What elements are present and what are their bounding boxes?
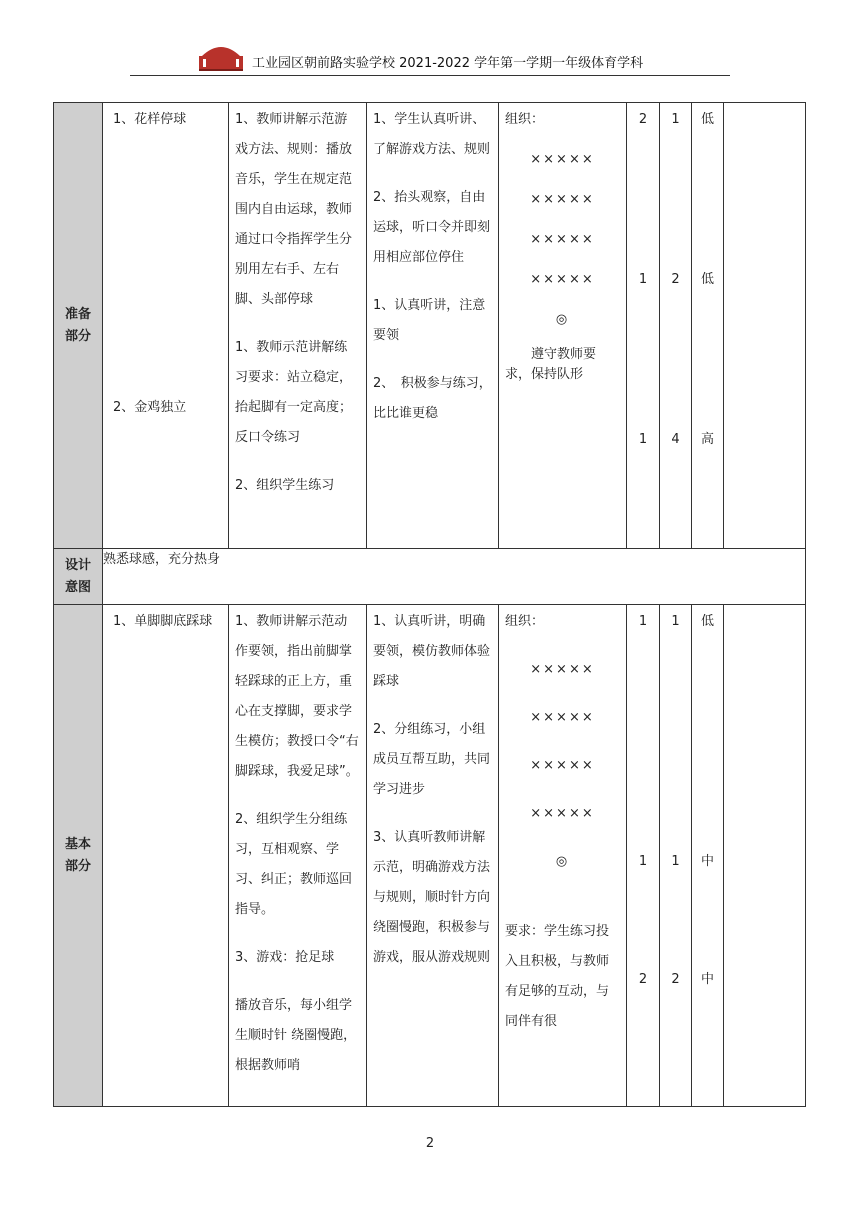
design-intent-label: 设计意图: [54, 549, 103, 605]
prep-student-cell: [367, 103, 499, 549]
lesson-plan-table: [53, 102, 806, 1107]
prep-section-label: 准备部分: [54, 103, 103, 549]
prep-intensity: 低 低 高: [692, 103, 724, 549]
content-item: 1、单脚脚底踩球: [113, 614, 213, 629]
teacher-position-mark: ◎: [555, 312, 570, 327]
teacher-activity: 2、组织学生练习: [235, 478, 335, 493]
teacher-activity: 3、游戏：抢足球: [235, 950, 335, 965]
basic-section-label: 基本部分: [54, 605, 103, 1107]
design-intent-text: 熟悉球感，充分热身: [103, 549, 806, 605]
student-activity: 1、认真听讲，注意要领: [373, 298, 486, 343]
page-number: 2: [425, 1136, 435, 1151]
basic-student-cell: [367, 605, 499, 1107]
student-activity: 3、认真听教师讲解示范，明确游戏方法与规则，顺时针方向绕圈慢跑，积极参与游戏，服从游戏规则: [373, 830, 491, 965]
organization-label: 组织：: [505, 112, 545, 127]
prep-col-a: 2 1 1: [627, 103, 660, 549]
organization-note: 要求：学生练习投入且积极，与教师有足够的互动，与同伴有很: [505, 924, 610, 1029]
page-header: [130, 38, 730, 76]
prep-teacher-cell: [229, 103, 367, 549]
header-divider: [130, 75, 730, 76]
prep-notes-cell: [724, 103, 806, 549]
prep-organization-cell: [499, 103, 627, 549]
formation-row: ×××××: [530, 232, 595, 247]
formation-row: ×××××: [530, 710, 595, 725]
basic-teacher-cell: [229, 605, 367, 1107]
formation-row: ×××××: [530, 758, 595, 773]
teacher-activity: 2、组织学生分组练习，互相观察、学习、纠正；教师巡回指导。: [235, 812, 353, 917]
formation-row: ×××××: [530, 806, 595, 821]
school-logo: [196, 40, 246, 72]
design-intent-row: [54, 549, 806, 605]
basic-row: [54, 605, 806, 1107]
organization-note: 遵守教师要求，保持队形: [505, 347, 597, 382]
teacher-activity: 1、教师示范讲解练习要求：站立稳定，抬起脚有一定高度；反口令练习: [235, 340, 353, 445]
organization-label: 组织：: [505, 614, 545, 629]
document-header-title: 工业园区朝前路实验学校 2021-2022 学年第一学期一年级体育学科: [252, 56, 644, 71]
student-activity: 1、认真听讲，明确要领，模仿教师体验踩球: [373, 614, 491, 689]
content-item: 1、花样停球: [113, 112, 187, 127]
basic-col-b: 1 1 2: [660, 605, 692, 1107]
student-activity: 2、抬头观察，自由运球，听口令并即刻用相应部位停住: [373, 190, 491, 265]
basic-col-a: 1 1 2: [627, 605, 660, 1107]
formation-row: ×××××: [530, 272, 595, 287]
student-activity: 2、分组练习，小组成员互帮互助，共同学习进步: [373, 722, 491, 797]
basic-organization-cell: [499, 605, 627, 1107]
teacher-activity: 1、教师讲解示范游戏方法、规则：播放音乐，学生在规定范围内自由运球，教师通过口令指挥学生分别用左右手、左右脚、头部停球: [235, 112, 353, 307]
formation-row: ×××××: [530, 662, 595, 677]
prep-col-b: 1 2 4: [660, 103, 692, 549]
content-item: 2、金鸡独立: [113, 400, 187, 415]
formation-row: ×××××: [530, 192, 595, 207]
teacher-activity: 1、教师讲解示范动作要领，指出前脚掌轻踩球的正上方，重心在支撑脚，要求学生模仿；教授口令“右脚踩球，我爱足球”。: [235, 614, 359, 779]
formation-row: ×××××: [530, 152, 595, 167]
student-activity: 1、学生认真听讲、了解游戏方法、规则: [373, 112, 491, 157]
teacher-activity: 播放音乐，每小组学生顺时针 绕圈慢跑，根据教师哨: [235, 998, 357, 1073]
prep-content-cell: [103, 103, 229, 549]
basic-notes-cell: [724, 605, 806, 1107]
basic-intensity: 低 中 中: [692, 605, 724, 1107]
student-activity: 2、 积极参与练习，比比谁更稳: [373, 376, 492, 421]
teacher-position-mark: ◎: [555, 854, 570, 869]
prep-row: [54, 103, 806, 549]
basic-content-cell: [103, 605, 229, 1107]
